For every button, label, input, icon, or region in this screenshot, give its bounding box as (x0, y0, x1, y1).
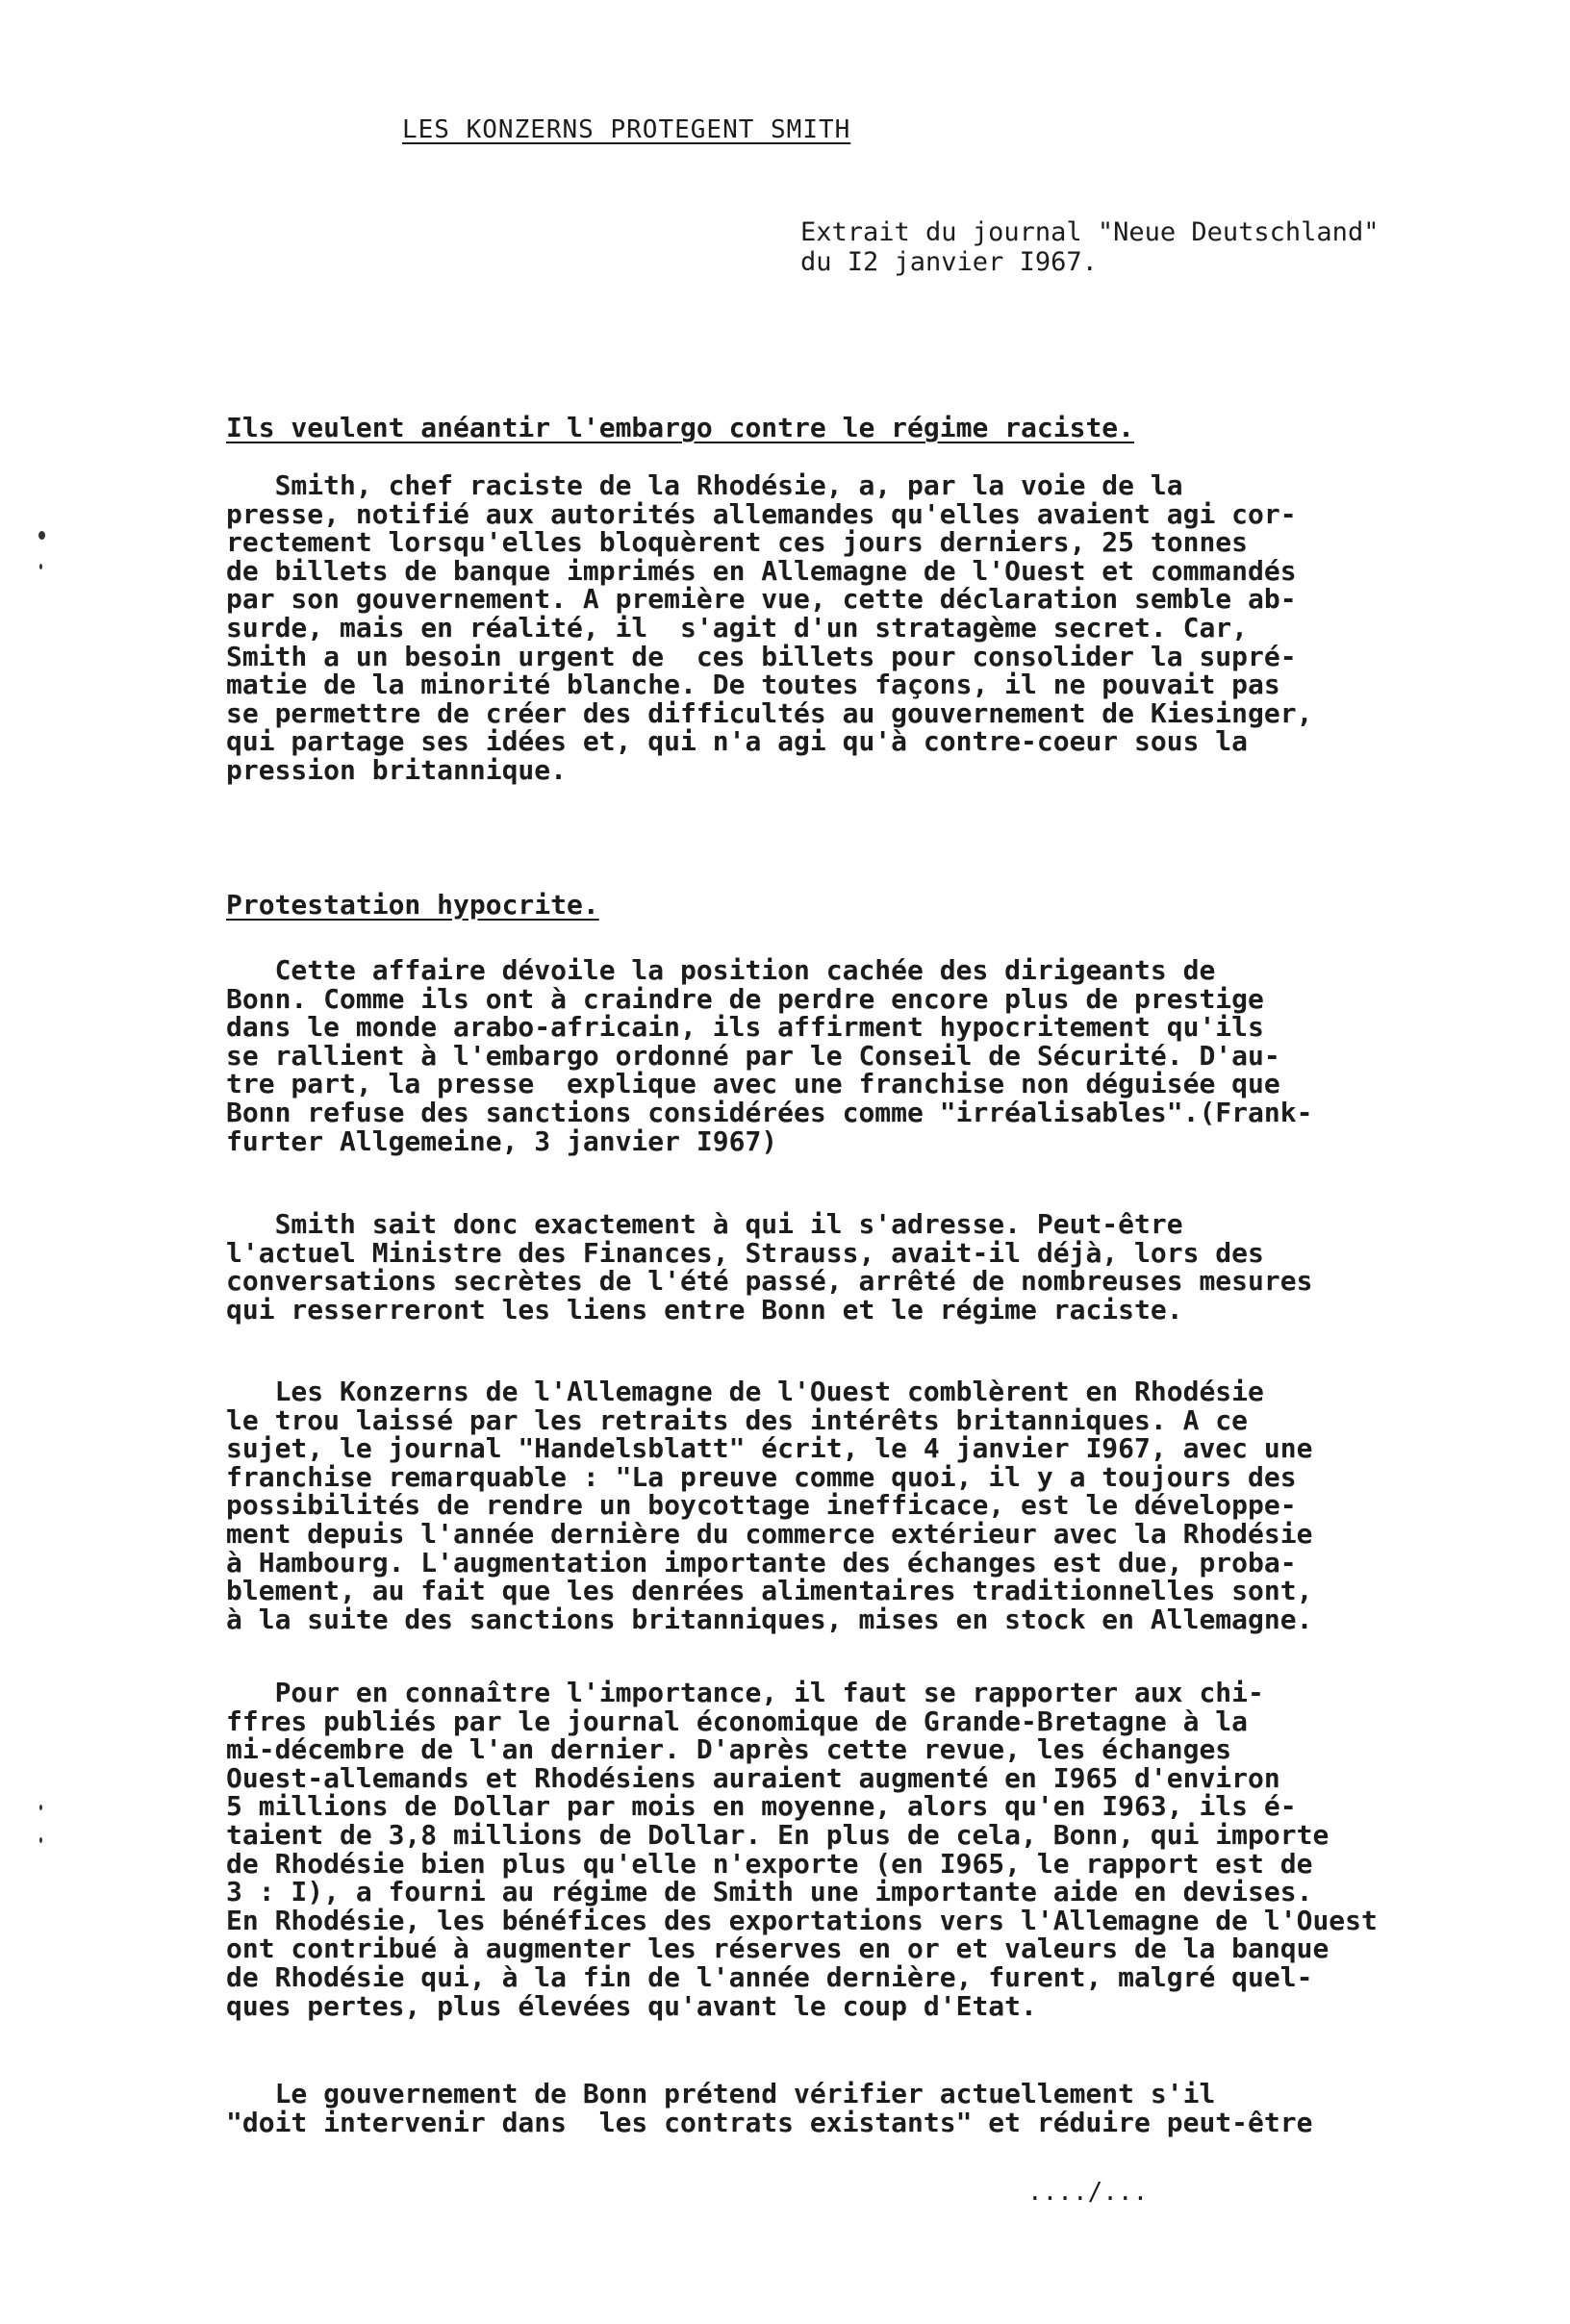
text-line: qui resserreront les liens entre Bonn et le régime raciste. (226, 1293, 1183, 1326)
text-line: 5 millions de Dollar par mois en moyenne, alors qu'en I963, ils é- (226, 1790, 1297, 1823)
text-line: rectement lorsqu'elles bloquèrent ces jours derniers, 25 tonnes (226, 526, 1249, 559)
paragraph (226, 2080, 1312, 2136)
text-line: ques pertes, plus élevées qu'avant le coup d'Etat. (226, 1989, 1037, 2022)
text-line: pression britannique. (226, 753, 568, 786)
source-line: du I2 janvier I967. (800, 247, 1098, 277)
text-line: Smith, chef raciste de la Rhodésie, a, par la voie de la (226, 469, 1183, 501)
text-line: Le gouvernement de Bonn prétend vérifier actuellement s'il (226, 2078, 1216, 2109)
text-line: se permettre de créer des difficultés au gouvernement de Kiesinger, (226, 696, 1313, 729)
text-line: surde, mais en réalité, il s'agit d'un stratagème secret. Car, (226, 611, 1249, 644)
text-line: furter Allgemeine, 3 janvier I967) (226, 1124, 778, 1157)
margin-mark (39, 1805, 42, 1810)
text-line: conversations secrètes de l'été passé, arrêté de nombreuses mesures (226, 1265, 1313, 1298)
section-heading: Ils veulent anéantir l'embargo contre le régime raciste. (226, 412, 1135, 443)
paragraph (226, 956, 1312, 1155)
paragraph (226, 1679, 1378, 2020)
text-line: de billets de banque imprimés en Allemagne de l'Ouest et commandés (226, 554, 1297, 587)
text-line: Bonn refuse des sanctions considérées comme "irréalisables".(Frank- (226, 1096, 1313, 1128)
text-line: franchise remarquable : "La preuve comme quoi, il y a toujours des (226, 1460, 1297, 1493)
text-line: 3 : I), a fourni au régime de Smith une importante aide en devises. (226, 1876, 1313, 1908)
margin-mark (39, 564, 42, 569)
document-title: LES KONZERNS PROTEGENT SMITH (402, 115, 851, 144)
text-line: dans le monde arabo-africain, ils affirment hypocritement qu'ils (226, 1011, 1264, 1044)
paragraph (226, 1210, 1312, 1324)
continuation-mark: ..../... (1027, 2178, 1149, 2207)
margin-mark (39, 1837, 42, 1843)
text-line: En Rhodésie, les bénéfices des exportations vers l'Allemagne de l'Ouest (226, 1904, 1378, 1936)
text-line: qui partage ses idées et, qui n'a agi qu'à contre-coeur sous la (226, 725, 1249, 758)
text-line: de Rhodésie bien plus qu'elle n'exporte (en I965, le rapport est de (226, 1847, 1313, 1880)
text-line: Pour en connaître l'importance, il faut se rapporter aux chi- (226, 1677, 1264, 1708)
text-line: blement, au fait que les denrées alimentaires traditionnelles sont, (226, 1575, 1313, 1607)
text-line: possibilités de rendre un boycottage inefficace, est le développe- (226, 1489, 1297, 1522)
text-line: "doit intervenir dans les contrats existants" et réduire peut-être (226, 2106, 1313, 2138)
text-line: Cette affaire dévoile la position cachée des dirigeants de (226, 954, 1216, 986)
text-line: à la suite des sanctions britanniques, mises en stock en Allemagne. (226, 1603, 1313, 1635)
text-line: Ouest-allemands et Rhodésiens auraient augmenté en I965 d'environ (226, 1761, 1280, 1794)
paragraph (226, 1377, 1312, 1633)
source-citation (800, 217, 1379, 277)
text-line: presse, notifié aux autorités allemandes qu'elles avaient agi cor- (226, 497, 1297, 530)
section-heading: Protestation hypocrite. (226, 889, 599, 921)
text-line: de Rhodésie qui, à la fin de l'année dernière, furent, malgré quel- (226, 1960, 1313, 1993)
text-line: tre part, la presse explique avec une franchise non déguisée que (226, 1068, 1280, 1100)
margin-mark (38, 531, 45, 540)
text-line: ont contribué à augmenter les réserves en or et valeurs de la banque (226, 1932, 1329, 1965)
paragraph (226, 471, 1312, 785)
text-line: Smith sait donc exactement à qui il s'adresse. Peut-être (226, 1208, 1183, 1240)
text-line: matie de la minorité blanche. De toutes façons, il ne pouvait pas (226, 669, 1280, 701)
text-line: par son gouvernement. A première vue, cette déclaration semble ab- (226, 583, 1297, 616)
text-line: taient de 3,8 millions de Dollar. En plus de cela, Bonn, qui importe (226, 1818, 1329, 1851)
text-line: l'actuel Ministre des Finances, Strauss, avait-il déjà, lors des (226, 1236, 1264, 1269)
text-line: mi-décembre de l'an dernier. D'après cette revue, les échanges (226, 1733, 1232, 1766)
text-line: le trou laissé par les retraits des intérêts britanniques. A ce (226, 1403, 1249, 1436)
text-line: ffres publiés par le journal économique de Grande-Bretagne à la (226, 1705, 1249, 1737)
text-line: ment depuis l'année dernière du commerce extérieur avec la Rhodésie (226, 1517, 1313, 1550)
text-line: Bonn. Comme ils ont à craindre de perdre encore plus de prestige (226, 982, 1264, 1015)
text-line: Smith a un besoin urgent de ces billets pour consolider la supré- (226, 640, 1297, 672)
source-line: Extrait du journal "Neue Deutschland" (800, 217, 1380, 247)
text-line: sujet, le journal "Handelsblatt" écrit, le 4 janvier I967, avec une (226, 1432, 1313, 1465)
text-line: Les Konzerns de l'Allemagne de l'Ouest comblèrent en Rhodésie (226, 1376, 1264, 1407)
text-line: se rallient à l'embargo ordonné par le Conseil de Sécurité. D'au- (226, 1039, 1280, 1072)
text-line: à Hambourg. L'augmentation importante des échanges est due, proba- (226, 1546, 1297, 1579)
